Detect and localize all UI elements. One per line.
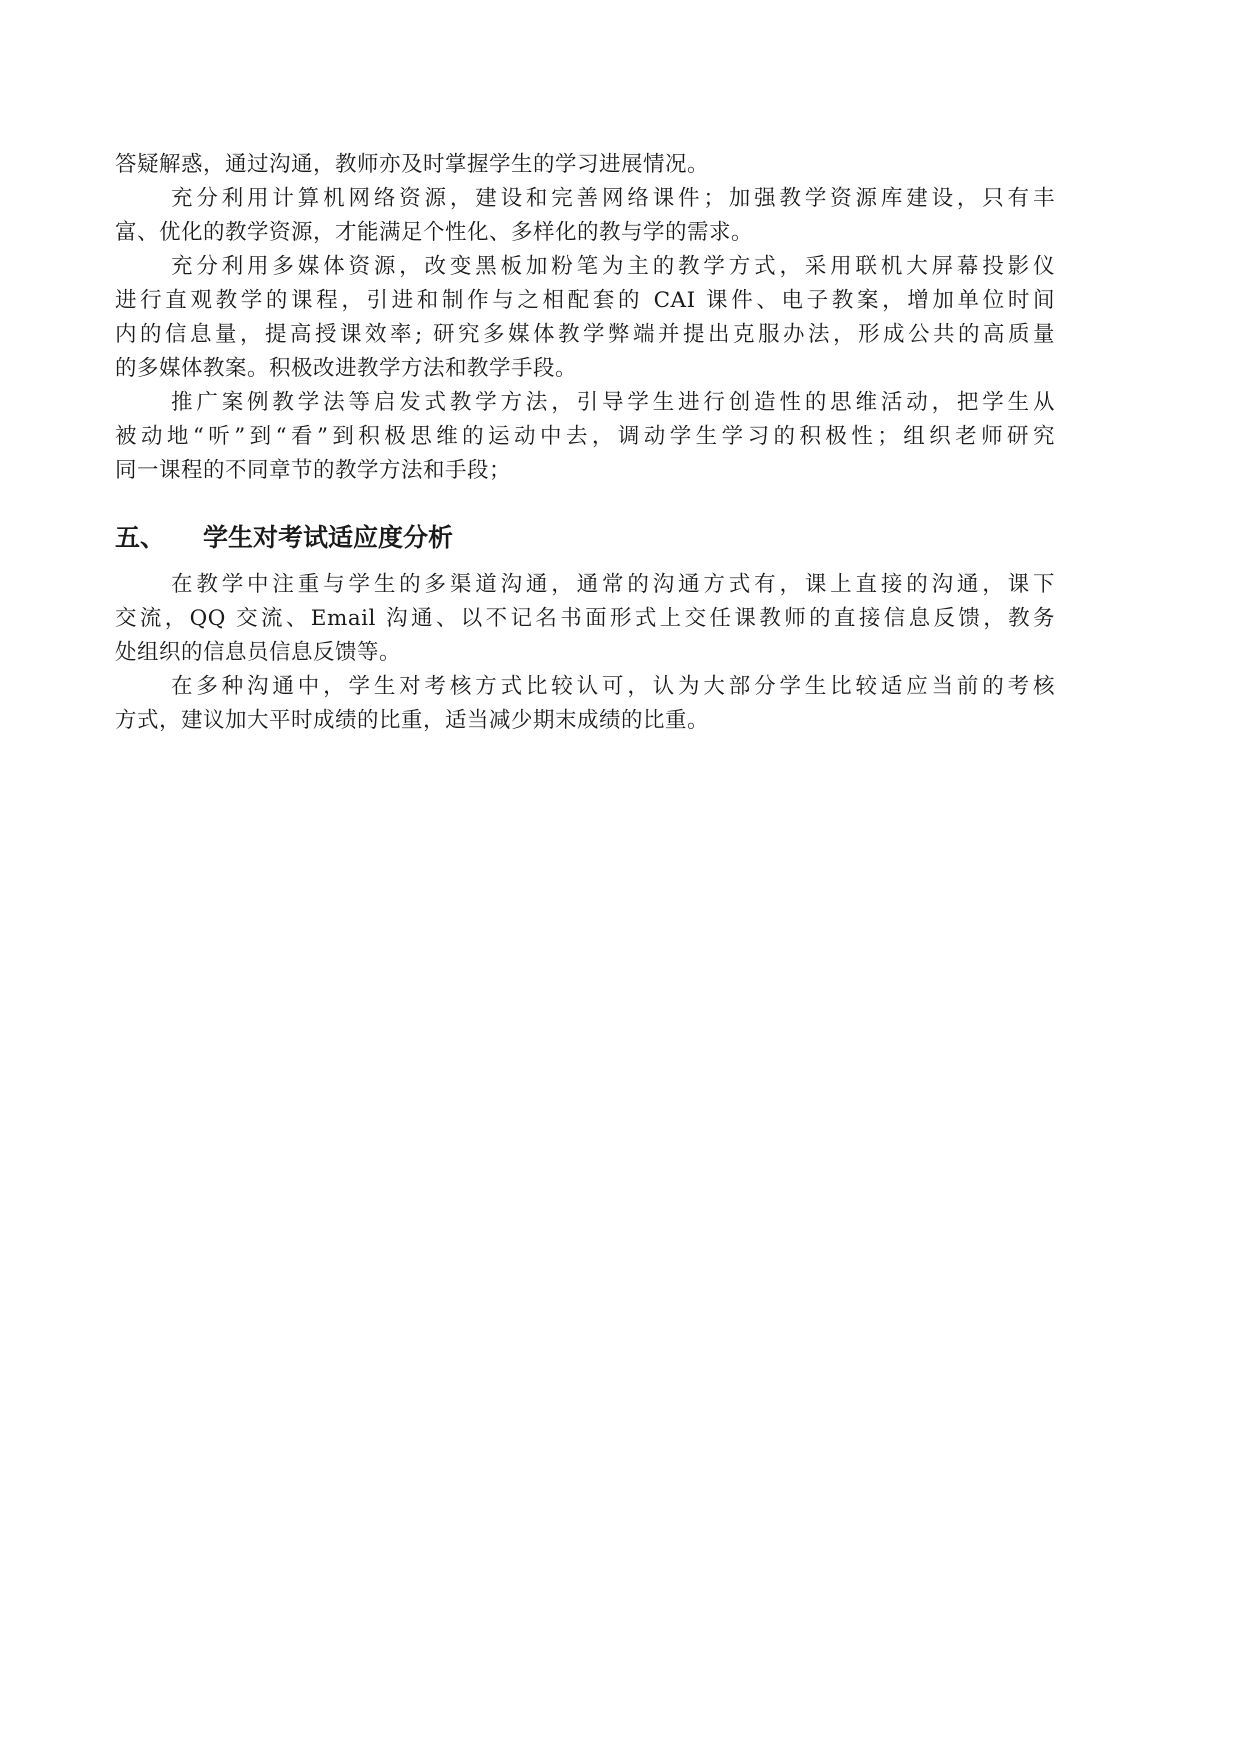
section-heading [115, 516, 1055, 560]
text-line: 同一课程的不同章节的教学方法和手段； [115, 458, 512, 483]
text-line: 在教学中注重与学生的多渠道沟通，通常的沟通方式有，课上直接的沟通，课下 [171, 572, 1055, 597]
text-line: 答疑解惑，通过沟通，教师亦及时掌握学生的学习进展情况。 [115, 152, 710, 177]
document-body [115, 148, 1055, 738]
section-number: 五、 [115, 523, 166, 552]
text-line: 方式，建议加大平时成绩的比重，适当减少期末成绩的比重。 [115, 708, 710, 733]
section-title: 学生对考试适应度分析 [203, 523, 454, 552]
paragraph-communication [115, 568, 1055, 670]
paragraph-case-teaching [115, 386, 1055, 488]
text-line: 的多媒体教案。积极改进教学方法和教学手段。 [115, 356, 578, 381]
paragraph-assessment [115, 670, 1055, 738]
text-line: 进行直观教学的课程，引进和制作与之相配套的 CAI 课件、电子教案，增加单位时间 [115, 288, 1055, 313]
text-line: 被动地“听”到“看”到积极思维的运动中去，调动学生学习的积极性；组织老师研究 [115, 424, 1055, 449]
paragraph-network-resources [115, 182, 1055, 250]
paragraph-multimedia-resources [115, 250, 1055, 386]
text-line: 充分利用计算机网络资源，建设和完善网络课件；加强教学资源库建设，只有丰 [171, 186, 1055, 211]
text-line: 交流，QQ 交流、Email 沟通、以不记名书面形式上交任课教师的直接信息反馈，教务 [115, 606, 1055, 631]
text-line: 富、优化的教学资源，才能满足个性化、多样化的教与学的需求。 [115, 220, 754, 245]
paragraph-continued [115, 148, 1055, 182]
text-line: 处组织的信息员信息反馈等。 [115, 640, 402, 665]
text-line: 充分利用多媒体资源，改变黑板加粉笔为主的教学方式，采用联机大屏幕投影仪 [171, 254, 1055, 279]
text-line: 在多种沟通中，学生对考核方式比较认可，认为大部分学生比较适应当前的考核 [171, 674, 1055, 699]
text-line: 内的信息量，提高授课效率; 研究多媒体教学弊端并提出克服办法，形成公共的高质量 [115, 322, 1055, 347]
text-line: 推广案例教学法等启发式教学方法，引导学生进行创造性的思维活动，把学生从 [171, 390, 1055, 415]
